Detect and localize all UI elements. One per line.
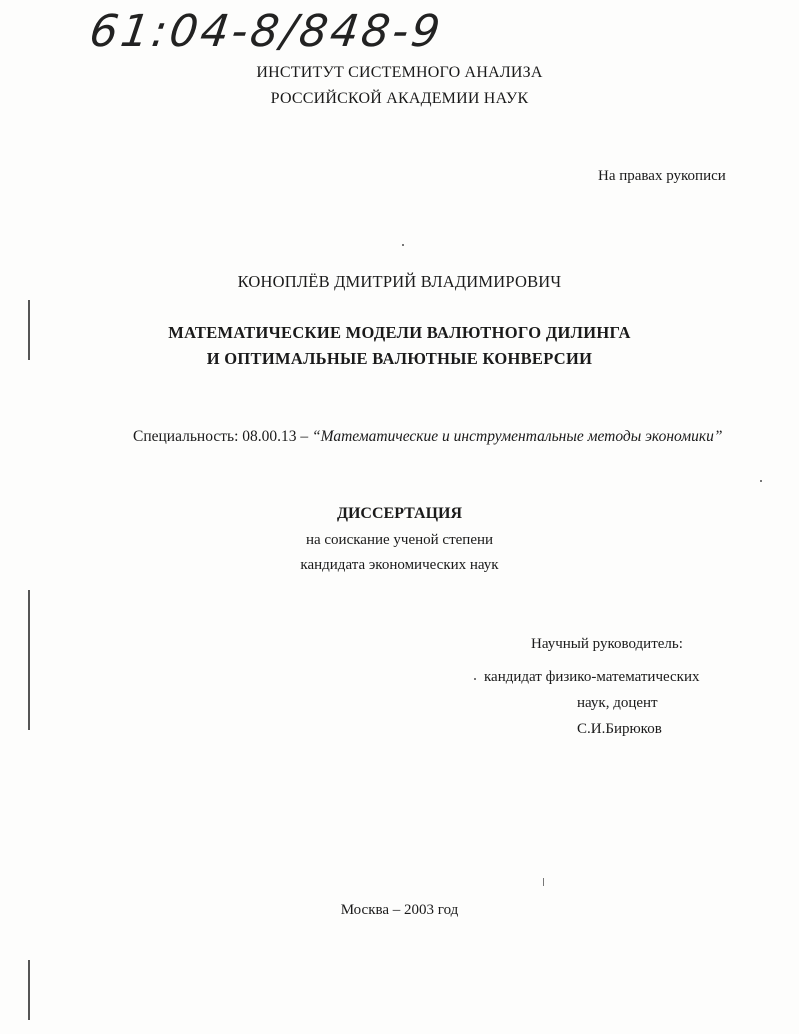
place-year: Москва – 2003 год: [340, 902, 459, 918]
supervisor-degree-line1: кандидат физико-математических: [484, 669, 700, 685]
specialty-line: [133, 428, 722, 446]
institute-name-line2: РОССИЙСКОЙ АКАДЕМИИ НАУК: [270, 90, 529, 107]
specialty-prefix: Специальность: 08.00.13 –: [133, 428, 313, 445]
rights-note: На правах рукописи: [598, 168, 726, 184]
supervisor-label: Научный руководитель:: [531, 636, 683, 652]
supervisor-name: С.И.Бирюков: [577, 721, 662, 737]
specialty-name: “Математические и инструментальные методы экономики”: [312, 428, 723, 445]
scan-speck: [543, 878, 544, 886]
dissertation-line1: на соискание ученой степени: [305, 532, 494, 548]
thesis-title-line2: И ОПТИМАЛЬНЫЕ ВАЛЮТНЫЕ КОНВЕРСИИ: [206, 349, 593, 368]
supervisor-degree-line2: наук, доцент: [577, 695, 658, 711]
scan-edge-mark: [28, 960, 30, 1020]
scan-edge-mark: [28, 590, 30, 730]
dissertation-heading: ДИССЕРТАЦИЯ: [336, 505, 463, 522]
scan-speck: [760, 480, 762, 482]
thesis-title-line1: МАТЕМАТИЧЕСКИЕ МОДЕЛИ ВАЛЮТНОГО ДИЛИНГА: [168, 323, 631, 342]
scan-speck: [474, 678, 476, 680]
scan-speck: [402, 244, 404, 246]
institute-name-line1: ИНСТИТУТ СИСТЕМНОГО АНАЛИЗА: [256, 64, 543, 81]
handwritten-catalog-number: 61:04-8/848-9: [86, 6, 446, 57]
dissertation-line2: кандидата экономических наук: [300, 557, 499, 573]
author-name: КОНОПЛЁВ ДМИТРИЙ ВЛАДИМИРОВИЧ: [237, 272, 562, 291]
